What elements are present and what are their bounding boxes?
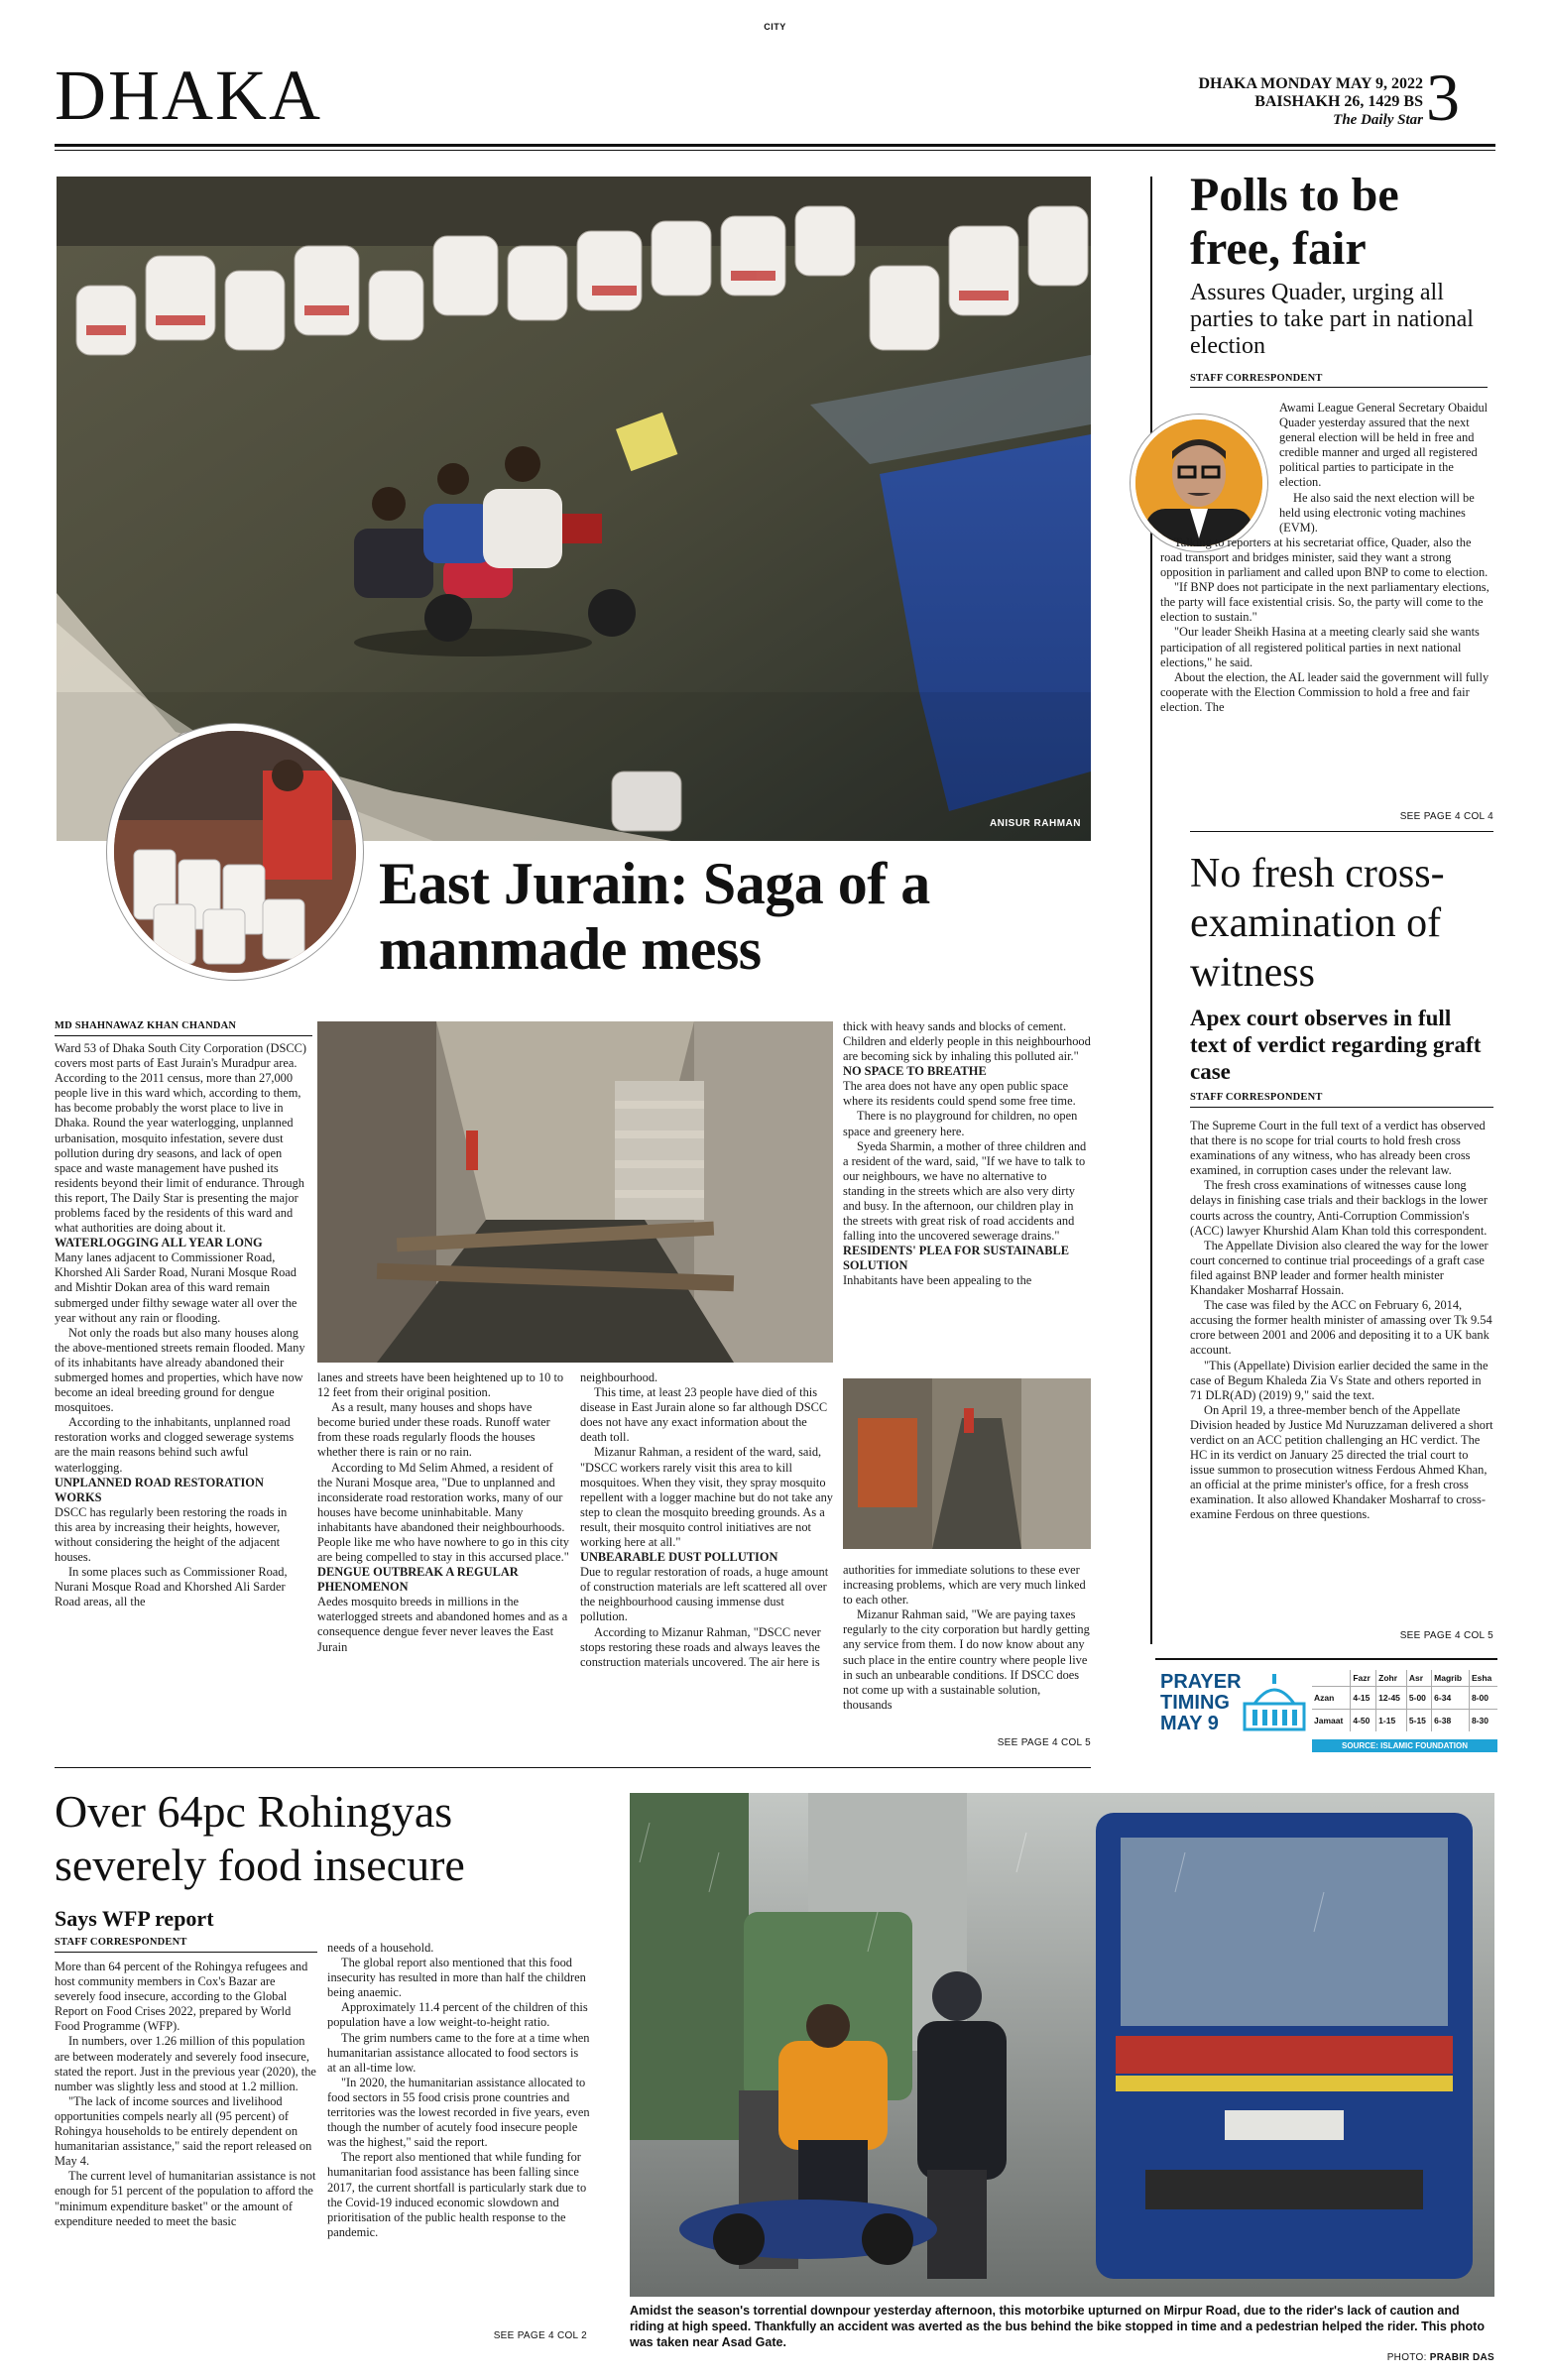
court-headline: No fresh cross-examination of witness	[1190, 851, 1445, 996]
rohingya-para: More than 64 percent of the Rohingya refugees and host community members in Cox's Bazar are severely food insecure, according to the Global Report on Food Crises 2022, prepared by World Food Programme (WFP).	[55, 1960, 308, 2034]
court-deck: Apex court observes in full text of verdict regarding graft case	[1190, 1006, 1482, 1084]
lead-para: Many lanes adjacent to Commissioner Road, Khorshed Ali Sarder Road, Nurani Mosque Road and Mishtir Dokan area of this ward remain submerged under filthy sewage water all over the year without any rain or flooding.	[55, 1250, 298, 1325]
court-para: The case was filed by the ACC on February 6, 2014, accusing the former health minister of amassing over Tk 9.54 crore between 2001 and 2006 and depositing it to a UK bank account.	[1190, 1298, 1492, 1358]
rohingya-byline: STAFF CORRESPONDENT	[55, 1937, 187, 1948]
prayer-table	[1312, 1670, 1497, 1731]
rohingya-deck: Says WFP report	[55, 1906, 214, 1931]
rohingya-para: needs of a household.	[327, 1941, 434, 1955]
polls-jump-line: SEE PAGE 4 COL 4	[1399, 811, 1493, 822]
rohingya-para: "In 2020, the humanitarian assistance allocated to food sectors in 55 food crisis prone countries and territories was the lowest recorded in five years, even though the number of acutely food insecure people was the highest," said the report.	[327, 2075, 590, 2150]
rohingya-para: The grim numbers came to the fore at a time when humanitarian assistance allocated to food sectors is at an all-time low.	[327, 2030, 590, 2075]
court-para: The Appellate Division also cleared the way for the lower court concerned to continue trial proceedings of a graft case filed against BNP leader and former health minister Khandaker Mosharraf Hossain.	[1190, 1238, 1489, 1298]
lead-byline-rule	[55, 1035, 312, 1036]
lead-para: In some places such as Commissioner Road, Nurani Mosque Road and Khorshed Ali Sarder Road areas, all the	[55, 1565, 288, 1609]
court-byline-rule	[1190, 1107, 1493, 1108]
polls-para: Talking to reporters at his secretariat office, Quader, also the road transport and bridges minister, said they want a strong opposition in parliament and called upon BNP to come to election.	[1160, 535, 1489, 580]
prayer-cell: 12-45	[1376, 1687, 1407, 1710]
lead-para: According to the inhabitants, unplanned road restoration works and clogged sewerage systems are the main reasons behind such awful waterlogging.	[55, 1415, 295, 1475]
lead-para: Syeda Sharmin, a mother of three children and a resident of the ward, said, "If we have to talk to our neighbours, we have no alternative to standing in the streets which are also very dirty and busy. In the afternoon, our children play in the streets with great risk of road accidents and falling into the uncovered sewerage drains."	[843, 1138, 1087, 1244]
paper-logo: The Daily Star	[1333, 112, 1423, 128]
prayer-cell: 5-15	[1406, 1710, 1431, 1732]
rain-photo-credit-label: PHOTO:	[1386, 2352, 1427, 2363]
lead-subhead-no-space: NO SPACE TO BREATHE	[843, 1064, 987, 1079]
rohingya-para: "The lack of income sources and livelihood opportunities compels nearly all (95 percent) of Rohingya households to be entirely dependent on humanitarian assistance," said the report released on May 4.	[55, 2093, 312, 2169]
lead-para: Not only the roads but also many houses along the above-mentioned streets remain flooded. Many of its inhabitants have already abandoned their submerged homes and properties, which have now become an ideal breeding ground for dengue mosquitoes.	[55, 1325, 305, 1415]
rain-photo-credit-name: PRABIR DAS	[1429, 2352, 1494, 2363]
lead-para: According to Md Selim Ahmed, a resident of the Nurani Mosque area, "Due to unplanned and inconsiderate road restoration works, many of our houses have become uninhabitable. Many inhabitants have abandoned their neighbourhoods. People like me who have nowhere to go in this city are being compelled to stay in this accursed place."	[317, 1460, 569, 1565]
lead-para: Mizanur Rahman said, "We are paying taxes regularly to the city corporation but hardly getting any service from them. I do now know about any such place in the entire country where people live in such an unbearable conditions. If DSCC does not come up with a sustainable solution, thousands	[843, 1607, 1090, 1712]
section-label: CITY	[764, 22, 786, 32]
polls-para: About the election, the AL leader said the government will fully cooperate with the Election Commission to hold a free and fair election. The	[1160, 669, 1490, 714]
page-number: 3	[1426, 60, 1460, 135]
lead-para: Mizanur Rahman, a resident of the ward, said, "DSCC workers rarely visit this area to kill mosquitoes. When they visit, they spray mosquito repellent with a logger machine but do not take any step to clean the mosquito breeding grounds. As a result, their mosquito control initiatives are not working here at all."	[580, 1445, 833, 1550]
polls-para: "If BNP does not participate in the next parliamentary elections, the party will face existential crisis. So, the party will come to the election to sustain."	[1160, 580, 1490, 625]
polls-para: "Our leader Sheikh Hasina at a meeting clearly said she wants participation of all registered political parties in next national elections," he said.	[1160, 625, 1480, 669]
page-title: DHAKA	[55, 56, 322, 135]
lead-subhead-residents-plea: RESIDENTS' PLEA FOR SUSTAINABLE SOLUTION	[843, 1244, 1070, 1273]
column-rule-right	[1150, 177, 1152, 1644]
court-jump-line: SEE PAGE 4 COL 5	[1399, 1630, 1493, 1641]
lead-para: Ward 53 of Dhaka South City Corporation (DSCC) covers most parts of East Jurain's Muradpur area. According to the 2011 census, more than 27,000 people live in this ward which, according to them, has become probably the worst place to live in Dhaka. Round the year waterlogging, unplanned urbanisation, mosquito infestation, severe dust pollution during dry seasons, and lack of open space and waste management have pushed its residents beyond their limit of endurance. Through this report, The Daily Star is presenting the major problems faced by the residents of this ward and what authorities are doing about it.	[55, 1041, 307, 1236]
lead-headline: East Jurain: Saga of a manmade mess	[379, 851, 930, 982]
prayer-source: SOURCE: ISLAMIC FOUNDATION	[1312, 1739, 1497, 1752]
prayer-header-cell: Asr	[1406, 1670, 1431, 1687]
polls-byline-rule	[1190, 387, 1488, 388]
lead-subhead-dengue: DENGUE OUTBREAK A REGULAR PHENOMENON	[317, 1565, 519, 1595]
rohingya-column-2	[327, 1941, 590, 2240]
prayer-cell: 5-00	[1406, 1687, 1431, 1710]
rain-photo-caption: Amidst the season's torrential downpour yesterday afternoon, this motorbike upturned on Mirpur Road, due to the rider's lack of caution and riding at high speed. Thankfully an accident was averted as the bus behind the bike stopped in time and a pedestrian helped the rider. This photo was taken near Asad Gate.	[630, 2304, 1485, 2349]
lead-para: As a result, many houses and shops have become buried under these roads. Runoff water from these roads regularly floods the houses whether there is rain or no rain.	[317, 1400, 550, 1460]
masthead-rule-thin	[55, 150, 1495, 151]
prayer-title-line2: TIMING	[1160, 1692, 1230, 1714]
rohingya-byline-rule	[55, 1952, 317, 1953]
lead-para: authorities for immediate solutions to these ever increasing problems, which are very much linked to each other.	[843, 1563, 1086, 1607]
lead-subhead-dust: UNBEARABLE DUST POLLUTION	[580, 1550, 778, 1565]
prayer-cell: 6-38	[1432, 1710, 1470, 1732]
polls-para: He also said the next election will be held using electronic voting machines (EVM).	[1279, 490, 1475, 535]
rohingya-column-1	[55, 1960, 317, 2229]
lead-byline: MD SHAHNAWAZ KHAN CHANDAN	[55, 1020, 237, 1031]
court-para: "This (Appellate) Division earlier decided the same in the case of Begum Khaleda Zia Vs State and others reported in 71 DLR(AD) (2019) 9," said the text.	[1190, 1358, 1489, 1402]
lead-para: neighbourhood.	[580, 1370, 658, 1384]
date-line: DHAKA MONDAY MAY 9, 2022	[1198, 75, 1423, 92]
prayer-header-cell	[1312, 1670, 1351, 1687]
prayer-cell: Azan	[1314, 1693, 1335, 1703]
rohingya-para: The current level of humanitarian assistance is not enough for 51 percent of the population to afford the "minimum expenditure basket" or the amount of expenditure needed to meet the basic	[55, 2169, 316, 2228]
rohingya-headline: Over 64pc Rohingyas severely food insecure	[55, 1786, 465, 1890]
prayer-cell: 8-30	[1469, 1710, 1497, 1732]
rohingya-para: The global report also mentioned that this food insecurity has resulted in more than half the children being anaemic.	[327, 1956, 586, 2000]
rain-photo-credit	[1289, 2352, 1494, 2363]
court-byline: STAFF CORRESPONDENT	[1190, 1092, 1323, 1103]
court-para: The Supreme Court in the full text of a verdict has observed that there is no scope for trial courts to hold fresh cross examinations of any witness, who has already been cross examined, in corruption cases under the relevant law.	[1190, 1119, 1486, 1178]
lead-para: There is no playground for children, no open space and greenery here.	[843, 1109, 1078, 1138]
prayer-timing-box	[1155, 1658, 1497, 1767]
lead-para: lanes and streets have been heightened up to 10 to 12 feet from their original position.	[317, 1370, 564, 1400]
court-para: On April 19, a three-member bench of the Appellate Division headed by Justice Md Nuruzzaman delivered a short verdict on an ACC petition challenging an HC verdict. The HC in its verdict on January 25 directed the trial court to issue summon to prosecution witness Ferdous Ahmed Khan, an official at the prime minister's office, for a fresh cross examination. It also allowed Khandaker Mosharraf to cross-examine Ferdous on three questions.	[1190, 1402, 1493, 1522]
lead-column-3	[580, 1370, 833, 1670]
polls-end-rule	[1190, 831, 1493, 832]
prayer-header-cell: Magrib	[1432, 1670, 1470, 1687]
bangla-date: BAISHAKH 26, 1429 BS	[1254, 93, 1423, 110]
polls-headline: Polls to be free, fair	[1190, 169, 1399, 275]
lead-para: thick with heavy sands and blocks of cement. Children and elderly people in this neighbourhood are becoming sick by inhaling this polluted air."	[843, 1019, 1091, 1064]
lead-column-4	[843, 1019, 1091, 1288]
lead-subhead-waterlogging: WATERLOGGING ALL YEAR LONG	[55, 1236, 263, 1250]
masthead-rule	[55, 144, 1495, 147]
prayer-row-azan	[1312, 1687, 1497, 1710]
rohingya-para: The report also mentioned that while funding for humanitarian food assistance has been falling since 2017, the current shortfall is particularly stark due to the Covid-19 induced economic slowdown and prioritisation of the public health response to the pandemic.	[327, 2150, 587, 2239]
lead-column-2	[317, 1370, 570, 1655]
lead-column-1	[55, 1041, 307, 1609]
prayer-cell: 6-34	[1432, 1687, 1470, 1710]
rohingya-para: Approximately 11.4 percent of the children of this population have a low weight-to-height ratio.	[327, 2000, 588, 2030]
prayer-title-line1: PRAYER	[1160, 1671, 1242, 1693]
rohingya-jump-line: SEE PAGE 4 COL 2	[493, 2330, 587, 2341]
court-para: The fresh cross examinations of witnesses cause long delays in finishing case trials and their backlogs in the lower courts across the country, Anti-Corruption Commission's (ACC) lawyer Khurshid Alam Khan told this correspondent.	[1190, 1178, 1489, 1238]
rain-photo-motorbike-accident	[630, 1793, 1494, 2297]
bottom-section-rule	[55, 1767, 1091, 1768]
prayer-header-cell: Fazr	[1351, 1670, 1376, 1687]
lead-subhead-road-works: UNPLANNED ROAD RESTORATION WORKS	[55, 1475, 264, 1504]
prayer-header-cell: Esha	[1469, 1670, 1497, 1687]
prayer-cell: 4-50	[1351, 1710, 1376, 1732]
lead-para: This time, at least 23 people have died of this disease in East Jurain alone so far although DSCC does not have any exact information about the death toll.	[580, 1385, 828, 1445]
prayer-cell: 8-00	[1469, 1687, 1497, 1710]
mosque-icon	[1241, 1674, 1308, 1733]
inset-photo-water-containers	[107, 724, 363, 980]
prayer-cell: 4-15	[1351, 1687, 1376, 1710]
lead-para: According to Mizanur Rahman, "DSCC never stops restoring these roads and always leaves the construction materials uncovered. The air here is	[580, 1624, 821, 1669]
prayer-title-line3: MAY 9	[1160, 1713, 1219, 1734]
lead-para: DSCC has regularly been restoring the roads in this area by increasing their heights, however, without considering the height of the adjacent houses.	[55, 1504, 288, 1564]
polls-body	[1160, 401, 1493, 715]
lead-photo-credit: ANISUR RAHMAN	[989, 818, 1081, 829]
court-body	[1190, 1119, 1493, 1523]
polls-para: Awami League General Secretary Obaidul Quader yesterday assured that the next general election will be held in free and credible manner and urged all registered political parties to participate in the election.	[1279, 401, 1489, 490]
prayer-row-jamaat	[1312, 1710, 1497, 1732]
prayer-cell: 1-15	[1376, 1710, 1407, 1732]
polls-byline: STAFF CORRESPONDENT	[1190, 373, 1323, 384]
rohingya-para: In numbers, over 1.26 million of this population are between moderately and severely food insecure, stated the report. Just in the previous year (2020), the number was slightly less and stood at 1.2 million.	[55, 2034, 316, 2093]
prayer-header-cell: Zohr	[1376, 1670, 1407, 1687]
prayer-header-row	[1312, 1670, 1497, 1687]
lead-para: Inhabitants have been appealing to the	[843, 1273, 1032, 1288]
lead-para: Due to regular restoration of roads, a huge amount of construction materials are left scattered all over the neighbourhood causing immense dust pollution.	[580, 1565, 829, 1624]
lead-photo-drain	[843, 1378, 1091, 1549]
prayer-title	[1160, 1672, 1242, 1734]
polls-deck: Assures Quader, urging all parties to take part in national election	[1190, 280, 1474, 359]
lead-para: Aedes mosquito breeds in millions in the waterlogged streets and abandoned homes and as a consequence dengue fever never leaves the East Jurain	[317, 1595, 568, 1654]
lead-photo-alley	[317, 1021, 833, 1363]
lead-column-4-continued	[843, 1563, 1091, 1713]
lead-jump-line: SEE PAGE 4 COL 5	[997, 1737, 1091, 1748]
prayer-cell: Jamaat	[1314, 1716, 1344, 1726]
lead-para: The area does not have any open public space where its residents could spend some free time.	[843, 1079, 1076, 1109]
